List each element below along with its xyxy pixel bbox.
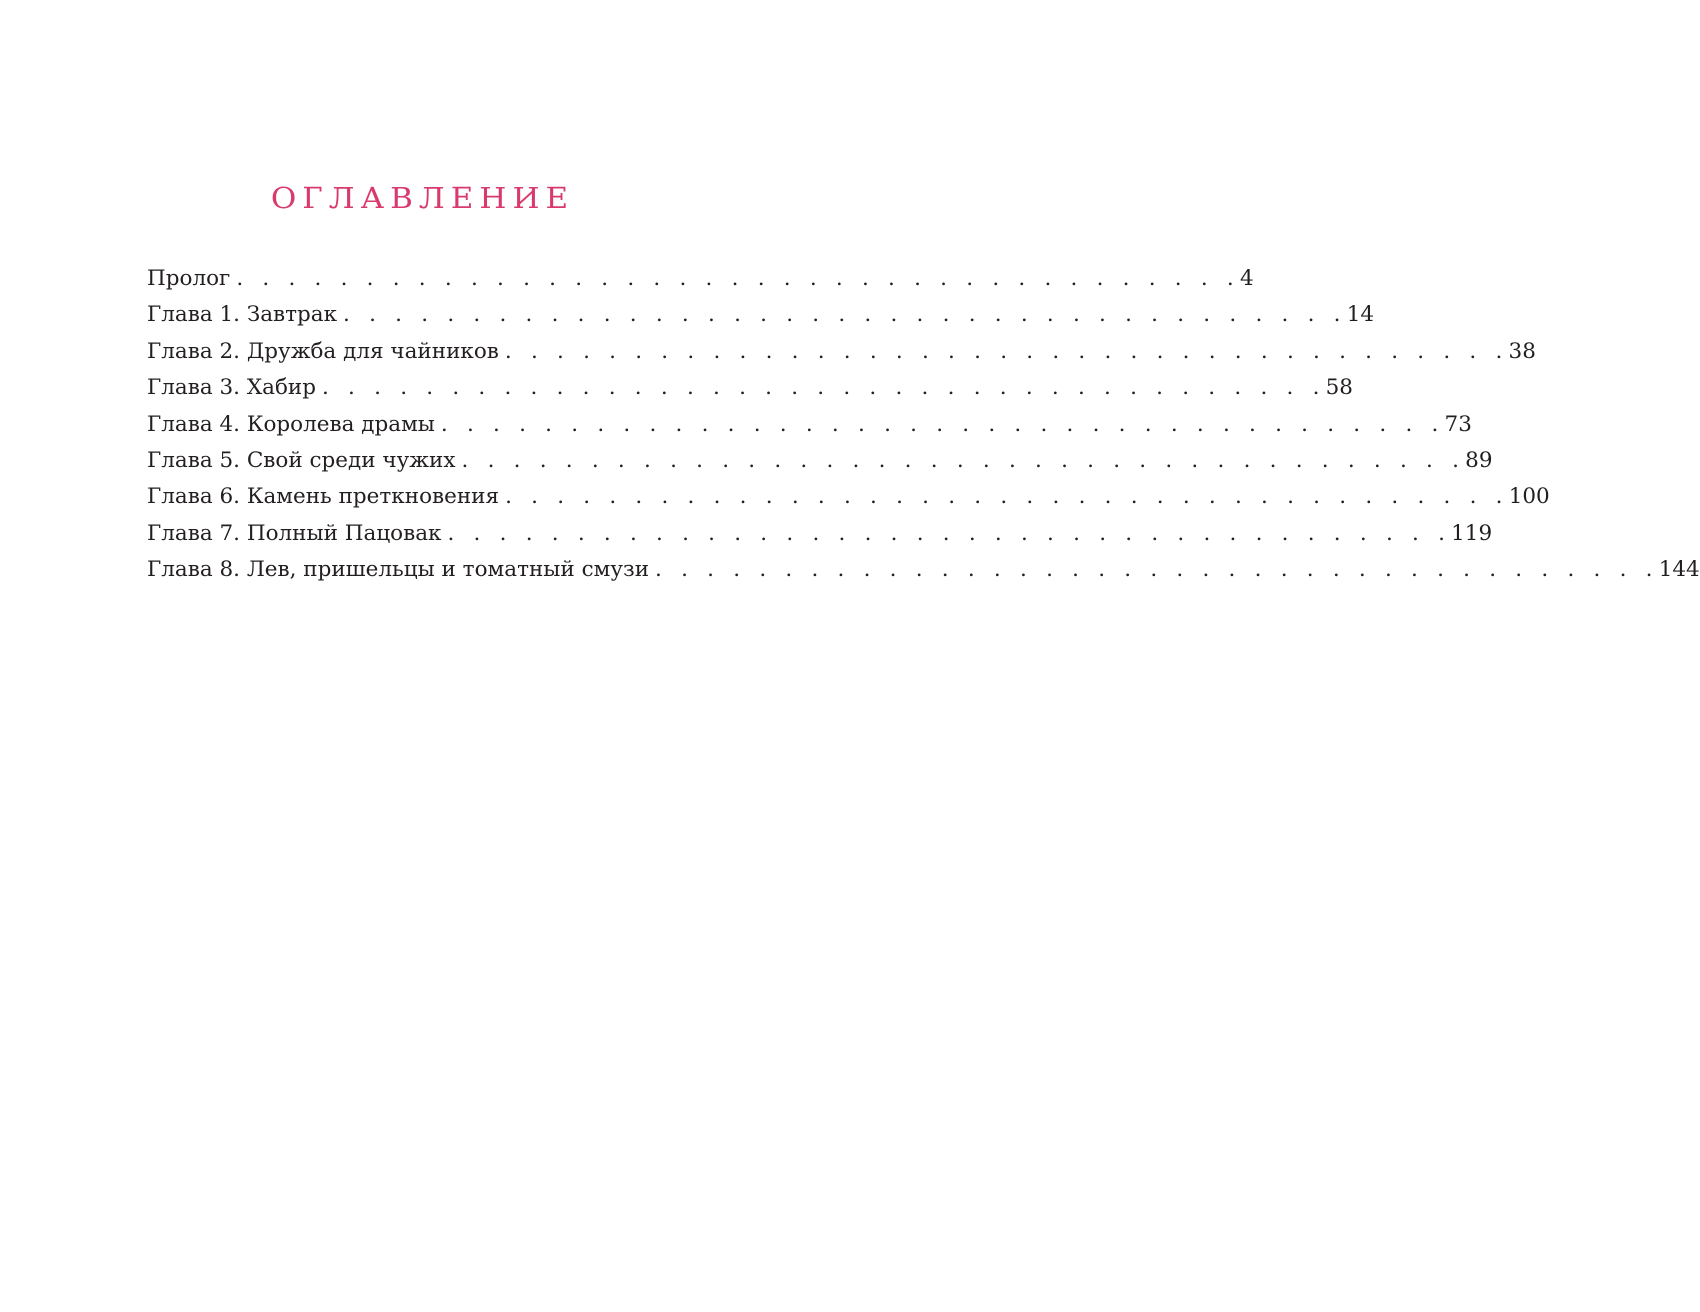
toc-entry-label: Глава 7. Полный Пацовак: [147, 520, 442, 546]
toc-entry-label: Глава 1. Завтрак: [147, 302, 338, 328]
dot-leader: . . . . . . . . . . . . . . . . . . . . . . . . . . . . . . . . . . . . . . .: [655, 557, 1659, 583]
toc-entry-label: Глава 8. Лев, пришельцы и томатный смузи: [147, 557, 650, 583]
toc-entry-label: Глава 6. Камень преткновения: [147, 484, 500, 510]
toc-entry-page-number: 14: [1346, 302, 1375, 328]
toc-entry-chapter-8[interactable]: [147, 557, 1700, 593]
toc-entry-page-number: 89: [1465, 447, 1493, 473]
toc-entry-page-number: 100: [1508, 484, 1550, 510]
table-of-contents: [147, 266, 1700, 594]
page-title: ОГЛАВЛЕНИЕ: [270, 182, 575, 216]
toc-entry-page-number: 73: [1444, 411, 1472, 437]
toc-entry-page-number: 38: [1508, 338, 1536, 364]
toc-entry-chapter-1[interactable]: [147, 302, 1375, 338]
toc-entry-label: Глава 3. Хабир: [147, 375, 316, 401]
toc-entry-label: Глава 2. Дружба для чайников: [147, 338, 499, 364]
dot-leader: . . . . . . . . . . . . . . . . . . . . . . . . . . . . . . . . . . . . . . .: [504, 338, 1509, 364]
dot-leader: . . . . . . . . . . . . . . . . . . . . . . . . . . . . . . . . . . . . . . .: [447, 520, 1452, 546]
toc-entry-page-number: 119: [1451, 520, 1493, 546]
toc-entry-label: Глава 5. Свой среди чужих: [147, 447, 456, 473]
toc-entry-label: Пролог: [147, 266, 231, 291]
toc-entry-prologue[interactable]: [147, 266, 1254, 302]
dot-leader: . . . . . . . . . . . . . . . . . . . . . . . . . . . . . . . . . . . . . . .: [236, 266, 1240, 291]
toc-entry-page-number: 4: [1239, 266, 1254, 291]
toc-entry-chapter-5[interactable]: [147, 447, 1493, 484]
toc-entry-chapter-6[interactable]: [147, 484, 1550, 520]
toc-entry-page-number: 144: [1658, 557, 1700, 583]
toc-entry-chapter-4[interactable]: [147, 411, 1472, 448]
toc-entry-label: Глава 4. Королева драмы: [147, 411, 435, 437]
toc-entry-page-number: 58: [1325, 375, 1353, 401]
dot-leader: . . . . . . . . . . . . . . . . . . . . . . . . . . . . . . . . . . . . . . .: [343, 302, 1347, 328]
dot-leader: . . . . . . . . . . . . . . . . . . . . . . . . . . . . . . . . . . . . . . .: [321, 375, 1326, 401]
toc-entry-chapter-3[interactable]: [147, 375, 1353, 411]
dot-leader: . . . . . . . . . . . . . . . . . . . . . . . . . . . . . . . . . . . . . . .: [461, 447, 1466, 473]
dot-leader: . . . . . . . . . . . . . . . . . . . . . . . . . . . . . . . . . . . . . . .: [440, 411, 1445, 437]
toc-entry-chapter-7[interactable]: [147, 520, 1493, 557]
dot-leader: . . . . . . . . . . . . . . . . . . . . . . . . . . . . . . . . . . . . . . .: [505, 484, 1509, 510]
toc-entry-chapter-2[interactable]: [147, 338, 1536, 375]
